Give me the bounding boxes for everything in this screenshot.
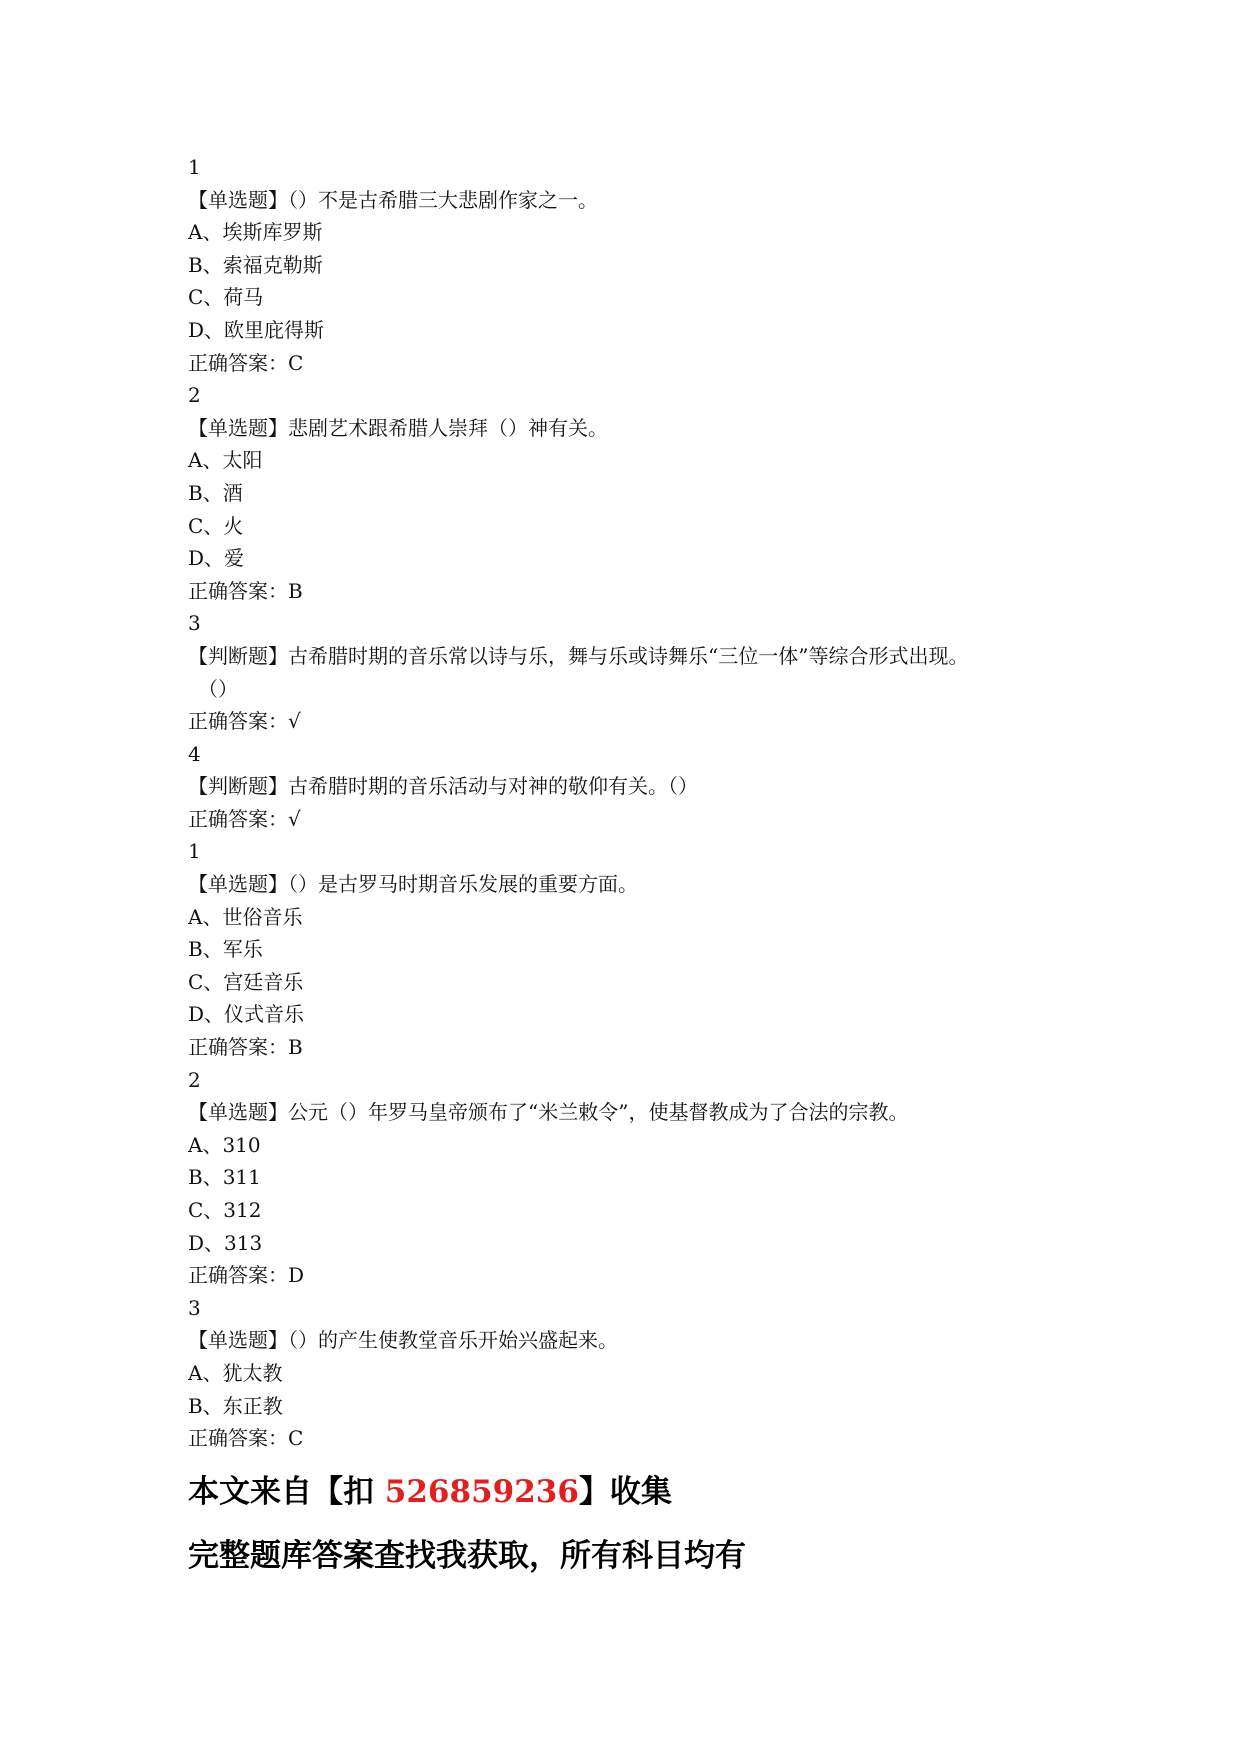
option-a: A、310 <box>188 1132 261 1157</box>
option-b: B、军乐 <box>188 937 263 962</box>
source-notice <box>188 1472 1088 1512</box>
question-text: 【判断题】古希腊时期的音乐活动与对神的敬仰有关。（） <box>188 774 698 799</box>
source-notice-prefix: 本文来自【扣 <box>188 1474 385 1510</box>
question-number: 2 <box>188 383 201 408</box>
question-number: 2 <box>188 1067 201 1092</box>
question-text: 【单选题】（）是古罗马时期音乐发展的重要方面。 <box>188 872 638 897</box>
correct-answer: 正确答案：B <box>188 578 303 603</box>
option-c: C、312 <box>188 1198 262 1222</box>
correct-answer: 正确答案：D <box>188 1263 305 1288</box>
option-b: B、酒 <box>188 480 243 505</box>
source-notice-suffix: 】收集 <box>578 1474 672 1510</box>
question-text: 【单选题】公元（）年罗马皇帝颁布了“米兰敕令”，使基督教成为了合法的宗教。 <box>188 1100 909 1125</box>
correct-answer: 正确答案：C <box>188 1426 304 1451</box>
option-d: D、爱 <box>188 546 245 571</box>
option-c: C、荷马 <box>188 285 264 310</box>
option-a: A、世俗音乐 <box>188 904 303 929</box>
question-number: 4 <box>188 741 201 766</box>
question-number: 3 <box>188 611 201 636</box>
option-d: D、仪式音乐 <box>188 1002 305 1027</box>
question-text: 【单选题】（）的产生使教堂音乐开始兴盛起来。 <box>188 1328 618 1353</box>
correct-answer: 正确答案：√ <box>188 709 301 734</box>
promo-notice: 完整题库答案查找我获取，所有科目均有 <box>188 1538 746 1574</box>
question-text: 【单选题】（）不是古希腊三大悲剧作家之一。 <box>188 187 598 212</box>
option-b: B、东正教 <box>188 1393 283 1418</box>
option-c: C、宫廷音乐 <box>188 969 304 994</box>
question-number: 1 <box>188 839 201 864</box>
contact-number: 526859236 <box>384 1474 579 1510</box>
question-number: 1 <box>188 155 201 179</box>
option-a: A、太阳 <box>188 448 263 473</box>
option-b: B、索福克勒斯 <box>188 252 323 277</box>
question-text-continued: （） <box>198 676 238 701</box>
question-text: 【判断题】古希腊时期的音乐常以诗与乐，舞与乐或诗舞乐“三位一体”等综合形式出现。 <box>188 643 969 668</box>
correct-answer: 正确答案：B <box>188 1035 303 1060</box>
option-d: D、欧里庇得斯 <box>188 317 325 342</box>
option-c: C、火 <box>188 513 244 538</box>
option-a: A、埃斯库罗斯 <box>188 220 323 245</box>
correct-answer: 正确答案：C <box>188 350 304 375</box>
option-b: B、311 <box>188 1165 261 1190</box>
correct-answer: 正确答案：√ <box>188 806 301 831</box>
question-number: 3 <box>188 1295 201 1320</box>
option-d: D、313 <box>188 1230 263 1255</box>
question-text: 【单选题】悲剧艺术跟希腊人崇拜（）神有关。 <box>188 415 608 440</box>
document-body <box>188 151 1088 1455</box>
option-a: A、犹太教 <box>188 1360 283 1385</box>
